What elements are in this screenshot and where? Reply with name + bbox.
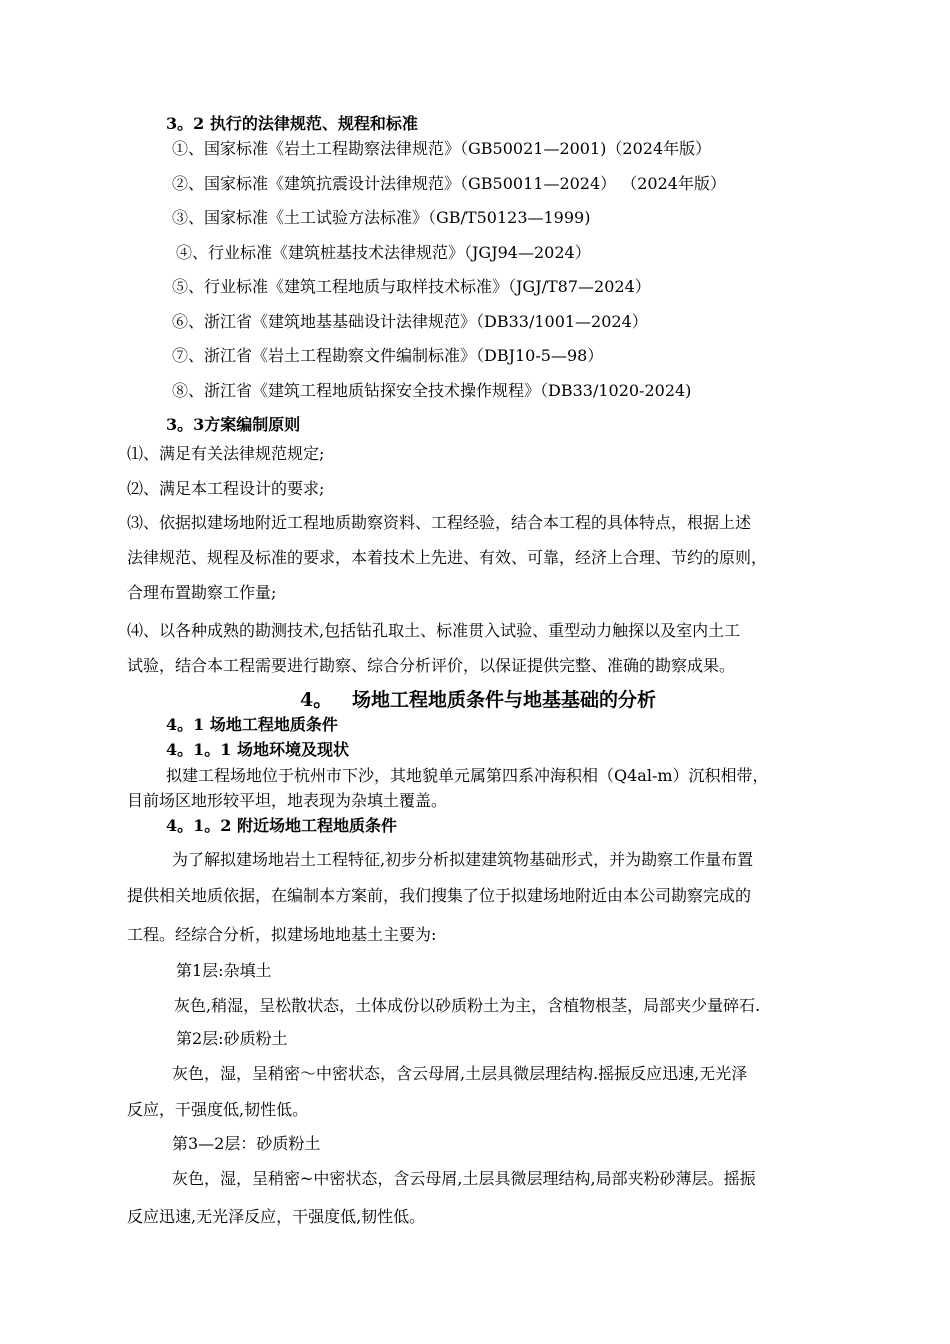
layer-2-description-line-1: 灰色，湿，呈稍密～中密状态，含云母屑,土层具微层理结构.摇振反应迅速,无光泽 bbox=[172, 1064, 748, 1083]
standard-item-2: ②、国家标准《建筑抗震设计法律规范》（GB50011—2024） （2024年版） bbox=[172, 174, 726, 193]
site-environment-line-1: 拟建工程场地位于杭州市下沙，其地貌单元属第四系冲海积相（Q4al-m）沉积相带， bbox=[166, 766, 769, 785]
chapter-4-number: 4。 bbox=[300, 689, 333, 711]
standard-item-1: ①、国家标准《岩土工程勘察法律规范》（GB50021—2001)（2024年版） bbox=[172, 139, 712, 158]
principle-3-line-2: 法律规范、规程及标准的要求，本着技术上先进、有效、可靠，经济上合理、节约的原则， bbox=[127, 548, 768, 567]
standard-item-7: ⑦、浙江省《岩土工程勘察文件编制标准》（DBJ10-5—98） bbox=[172, 346, 604, 365]
layer-1-description: 灰色,稍湿，呈松散状态，土体成份以砂质粉土为主，含植物根茎，局部夹少量碎石. bbox=[174, 996, 761, 1015]
principle-4-line-1: ⑷、以各种成熟的勘测技术,包括钻孔取土、标准贯入试验、重型动力触探以及室内土工 bbox=[127, 621, 741, 640]
section-4-1-heading: 4。1 场地工程地质条件 bbox=[166, 715, 338, 734]
standard-item-4: ④、行业标准《建筑桩基技术法律规范》（JGJ94—2024） bbox=[176, 243, 591, 262]
standard-item-8: ⑧、浙江省《建筑工程地质钻探安全技术操作规程》（DB33/1020-2024) bbox=[172, 381, 692, 400]
layer-2-title: 第2层:砂质粉土 bbox=[176, 1029, 288, 1048]
section-3-2-heading: 3。2 执行的法律规范、规程和标准 bbox=[166, 114, 418, 133]
section-4-1-1-heading: 4。1。1 场地环境及现状 bbox=[166, 740, 349, 759]
principle-3-line-1: ⑶、依据拟建场地附近工程地质勘察资料、工程经验，结合本工程的具体特点，根据上述 bbox=[127, 513, 752, 532]
layer-1-title: 第1层:杂填土 bbox=[176, 961, 272, 980]
layer-3-title: 第3—2层：砂质粉土 bbox=[172, 1134, 321, 1153]
principle-2: ⑵、满足本工程设计的要求; bbox=[127, 479, 325, 498]
layer-2-description-line-2: 反应，干强度低,韧性低。 bbox=[127, 1100, 309, 1119]
principle-3-line-3: 合理布置勘察工作量; bbox=[127, 583, 277, 602]
layer-3-description-line-1: 灰色，湿，呈稍密~中密状态，含云母屑,土层具微层理结构,局部夹粉砂薄层。摇振 bbox=[172, 1169, 756, 1188]
chapter-4-title: 场地工程地质条件与地基基础的分析 bbox=[352, 689, 657, 711]
principle-1: ⑴、满足有关法律规范规定; bbox=[127, 444, 325, 463]
nearby-geology-line-3: 工程。经综合分析，拟建场地地基土主要为: bbox=[127, 925, 437, 944]
principle-4-line-2: 试验，结合本工程需要进行勘察、综合分析评价，以保证提供完整、准确的勘察成果。 bbox=[127, 656, 736, 675]
nearby-geology-line-2: 提供相关地质依据，在编制本方案前，我们搜集了位于拟建场地附近由本公司勘察完成的 bbox=[127, 886, 752, 905]
site-environment-line-2: 目前场区地形较平坦，地表现为杂填土覆盖。 bbox=[127, 791, 448, 810]
nearby-geology-line-1: 为了解拟建场地岩土工程特征,初步分析拟建建筑物基础形式，并为勘察工作量布置 bbox=[172, 850, 754, 869]
section-3-3-heading: 3。3方案编制原则 bbox=[166, 415, 301, 434]
layer-3-description-line-2: 反应迅速,无光泽反应，干强度低,韧性低。 bbox=[127, 1207, 426, 1226]
standard-item-6: ⑥、浙江省《建筑地基基础设计法律规范》（DB33/1001—2024） bbox=[172, 312, 648, 331]
standard-item-5: ⑤、行业标准《建筑工程地质与取样技术标准》（JGJ/T87—2024） bbox=[172, 277, 651, 296]
section-4-1-2-heading: 4。1。2 附近场地工程地质条件 bbox=[166, 816, 397, 835]
standard-item-3: ③、国家标准《土工试验方法标准》（GB/T50123—1999) bbox=[172, 208, 591, 227]
